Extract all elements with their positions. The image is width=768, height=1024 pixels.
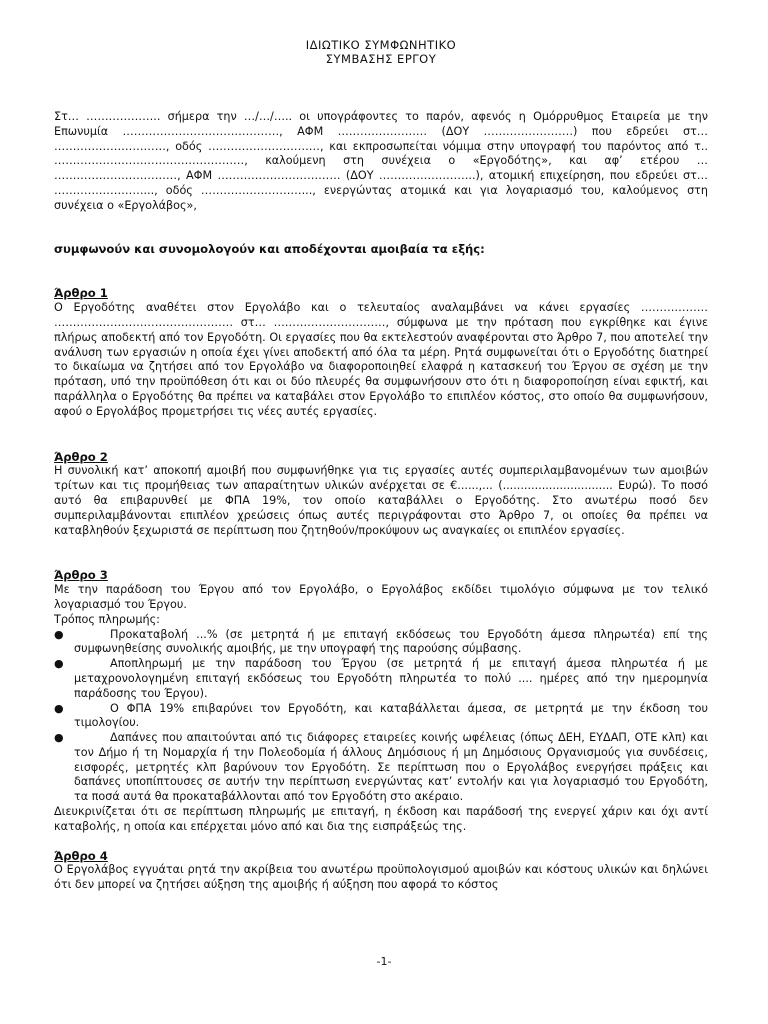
page-number: -1- — [376, 955, 392, 968]
article-2-heading: Άρθρο 2 — [54, 449, 108, 464]
article-3-closing: Διευκρινίζεται ότι σε περίπτωση πληρωμής με επιταγή, η έκδοση και παράδοσή της ενεργεί χάριν και όχι αντί καταβολής, η οποία και επέρχεται μόνο από και δια της εισπράξεώς της. — [54, 805, 708, 833]
article-2-text: Η συνολική κατ’ αποκοπή αμοιβή που συμφωνήθηκε για τις εργασίες αυτές συμπεριλαμβανομένων των αμοιβών τρίτων και τις προμήθειας των απαραίτητων υλικών ανέρχεται σε €......,... (............................... Ευρώ). Το ποσό αυτό θα επιβαρυνθεί με ΦΠΑ 19%, τον οποίο καταβάλλει ο Εργοδότης. Στο ανωτέρω ποσό δεν συμπεριλαμβάνονται επιπλέον χρεώσεις όπως αυτές περιγράφονται στο Άρθρο 7, οι οποίες θα πρέπει να καταβληθούν ξεχωριστά σε περίπτωση που ζητηθούν/προκύψουν ως αναγκαίες οι επιπλέον εργασίες. — [54, 464, 708, 537]
agreement-line: συμφωνούν και συνομολογούν και αποδέχονται αμοιβαία τα εξής: — [54, 241, 485, 256]
title-line-2: ΣΥΜΒΑΣΗΣ ΕΡΓΟΥ — [325, 52, 437, 66]
article-3-heading: Άρθρο 3 — [54, 568, 108, 583]
title-line-1: ΙΔΙΩΤΙΚΟ ΣΥΜΦΩΝΗΤΙΚΟ — [305, 38, 457, 52]
document-title — [54, 38, 708, 66]
list-item — [54, 731, 708, 805]
article-4-heading: Άρθρο 4 — [54, 848, 108, 863]
list-item — [54, 657, 708, 701]
article-3-intro: Με την παράδοση του Έργου από τον Εργολάβο, ο Εργολάβος εκδίδει τιμολόγιο σύμφωνα με τον τελικό λογαριασμό του Έργου. — [54, 583, 708, 611]
list-item — [54, 628, 708, 658]
article-1-heading: Άρθρο 1 — [54, 286, 108, 301]
bullet-icon: ● — [54, 657, 64, 671]
payment-terms-list — [54, 628, 708, 806]
list-item-text: Προκαταβολή ...% (σε μετρητά ή με επιταγή εκδόσεως του Εργοδότη άμεσα πληρωτέα) επί της συμφωνηθείσης συνολικής αμοιβής, με την υπογραφή της παρούσης σύμβασης. — [74, 627, 708, 656]
bullet-icon: ● — [54, 701, 64, 715]
payment-method-label: Τρόπος πληρωμής: — [54, 612, 160, 626]
bullet-icon: ● — [54, 627, 64, 641]
list-item — [54, 702, 708, 732]
list-item-text: Αποπληρωμή με την παράδοση του Έργου (σε μετρητά ή με επιταγή άμεσα πληρωτέα ή με μεταχρονολογημένη επιταγή εκδόσεως του Εργοδότη πληρωτέα το πολύ .... ημέρες από την ημερομηνία παράδοσης του Έργου). — [74, 657, 708, 700]
article-1-text: Ο Εργοδότης αναθέτει στον Εργολάβο και ο τελευταίος αναλαμβάνει να κάνει εργασίες ……………… ………………………………………… στ… …………………………, σύμφωνα με την πρόταση που εγκρίθηκε και έγινε πλήρως αποδεκτή από τον Εργοδότη. Οι εργασίες που θα εκτελεστούν αναφέρονται στο Άρθρο 7, που αποτελεί την ανάλυση των εργασιών η οποία έχει γίνει αποδεκτή από όλα τα μέρη. Ρητά συμφωνείται ότι ο Εργοδότης διατηρεί το δικαίωμα να ζητήσει από τον Εργολάβο να διαφοροποιηθεί ελαφρά η κατασκευή του Έργου σε σχέση με την πρόταση, υπό την προϋπόθεση ότι και οι δύο πλευρές θα συμφωνήσουν στο ότι η διαφοροποίηση είναι εφικτή, και παράλληλα ο Εργοδότης θα πρέπει να καταβάλει στον Εργολάβο το επιπλέον κόστος, στο οποίο θα συμφωνήσουν, αφού ο Εργολάβος προμετρήσει τις νέες αυτές εργασίες. — [54, 301, 708, 418]
list-item-text: Ο ΦΠΑ 19% επιβαρύνει τον Εργοδότη, και καταβάλλεται άμεσα, σε μετρητά με την έκδοση του τιμολογίου. — [74, 701, 708, 730]
preamble-paragraph: Στ… ……………….. σήμερα την …/…/….. οι υπογράφοντες το παρόν, αφενός η Ομόρρυθμος Εταιρεία με την Επωνυμία ……………………………………, ΑΦΜ …………………… (ΔΟΥ ……………………) που εδρεύει στ… …………………………, οδός …………………………, και εκπροσωπείται νόμιμα στην υπογραφή του παρόντος από τ.. ……………………………………………, καλούμενη στη συνέχεια ο «Εργοδότης», και αφ’ ετέρου … ……………………………, ΑΦΜ …………………………… (ΔΟΥ ……………………..), ατομική επιχείρηση, που εδρεύει στ… ……………………..., οδός ………………………..., ενεργώντας ατομικά και για λογαριασμό του, καλούμενος στη συνέχεια ο «Εργολάβος», — [54, 110, 708, 212]
list-item-text: Δαπάνες που απαιτούνται από τις διάφορες εταιρείες κοινής ωφέλειας (όπως ΔΕΗ, ΕΥΔΑΠ, ΟΤΕ κλπ) και τον Δήμο ή τη Νομαρχία ή την Πολεοδομία ή άλλους Δημόσιους ή μη Δημόσιους Οργανισμούς για συνδέσεις, εισφορές, μετρητές κλπ βαρύνουν τον Εργοδότη. Σε περίπτωση που ο Εργολάβος ενεργήσει πράξεις και δαπάνες υποπίπτουσες σε αυτήν την περίπτωση ενεργώντας κατ’ εντολήν και για λογαριασμό του Εργοδότη, τα ποσά αυτά θα προκαταβάλλονται από τον Εργοδότη στο ακέραιο. — [74, 731, 708, 804]
bullet-icon: ● — [54, 731, 64, 745]
article-4-text: Ο Εργολάβος εγγυάται ρητά την ακρίβεια του ανωτέρω προϋπολογισμού αμοιβών και κόστους υλικών και δηλώνει ότι δεν μπορεί να ζητήσει αύξηση της αμοιβής ή αύξηση που αφορά το κόστος — [54, 863, 708, 892]
